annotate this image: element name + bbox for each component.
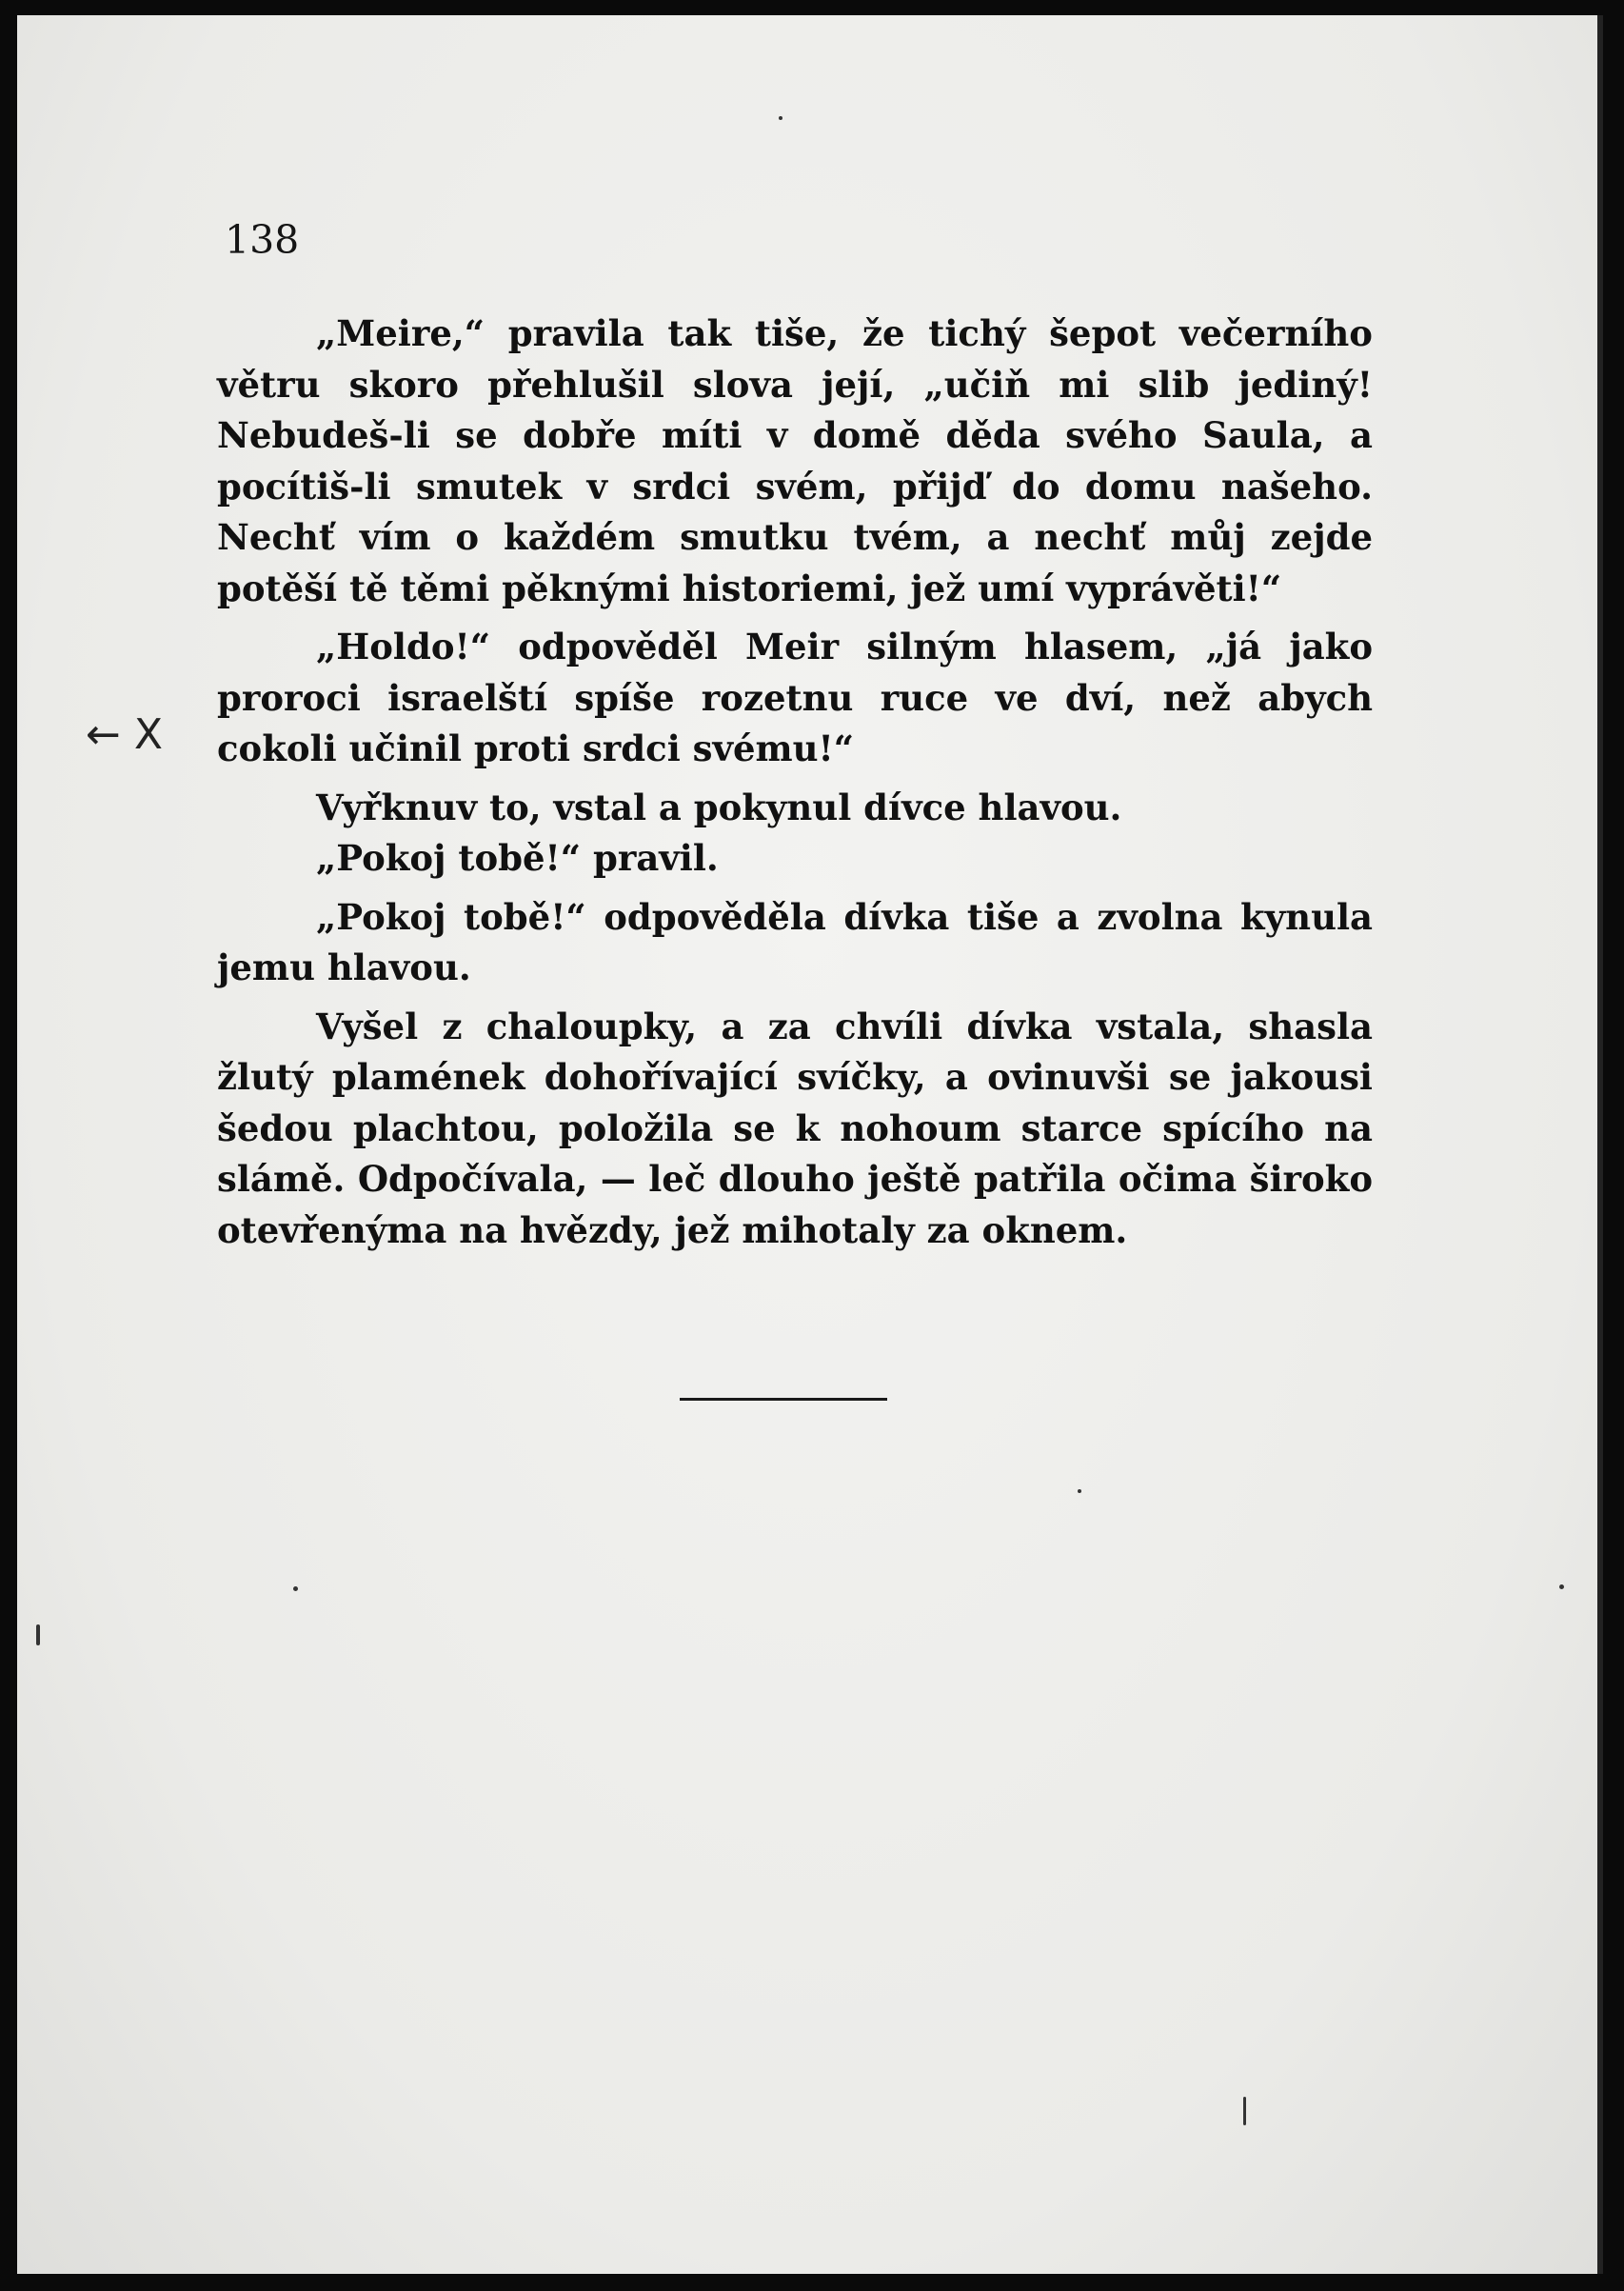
scan-speck [293, 1586, 298, 1591]
body-text [217, 309, 1373, 1264]
margin-annotation: ← X [86, 710, 163, 759]
page-edge-shadow [1597, 15, 1603, 2274]
paragraph-3: Vyřknuv to, vstal a pokynul dívce hlavou. [316, 786, 1122, 828]
chapter-end-rule [680, 1398, 887, 1401]
paragraph-4: „Pokoj tobě!“ pravil. [316, 837, 719, 879]
page-number: 138 [225, 217, 300, 263]
scan-speck [779, 116, 782, 120]
scan-speck [36, 1624, 40, 1645]
paragraph-2: „Holdo!“ odpověděl Meir silným hlasem, „já jako proroci israelští spíše rozetnu ruce ve dví, než abych cokoli učinil proti srdci svému!“ [217, 626, 1373, 769]
scan-speck [1559, 1584, 1564, 1589]
paragraph-1: „Meire,“ pravila tak tiše, že tichý šepot večerního větru skoro přehlušil slova její, „učiň mi slib jediný! Nebudeš-li se dobře míti v domě děda svého Saula, a pocítiš-li smutek v srdci svém, přijď do domu našeho. Nechť vím o každém smutku tvém, a nechť můj zejde potěší tě těmi pěknými historiemi, jež umí vyprávěti!“ [217, 312, 1373, 609]
paragraph-5: „Pokoj tobě!“ odpověděla dívka tiše a zvolna kynula jemu hlavou. [217, 895, 1373, 988]
book-page [17, 15, 1603, 2274]
paragraph-6: Vyšel z chaloupky, a za chvíli dívka vstala, shasla žlutý plamének dohořívající svíčky, a ovinuvši se jakousi šedou plachtou, položila se k nohoum starce spícího na slámě. Odpočívala, — leč dlouho ještě patřila očima široko otevřenýma na hvězdy, jež mihotaly za oknem. [217, 1005, 1373, 1251]
scan-speck [1078, 1489, 1081, 1493]
scan-speck [1243, 2097, 1246, 2125]
